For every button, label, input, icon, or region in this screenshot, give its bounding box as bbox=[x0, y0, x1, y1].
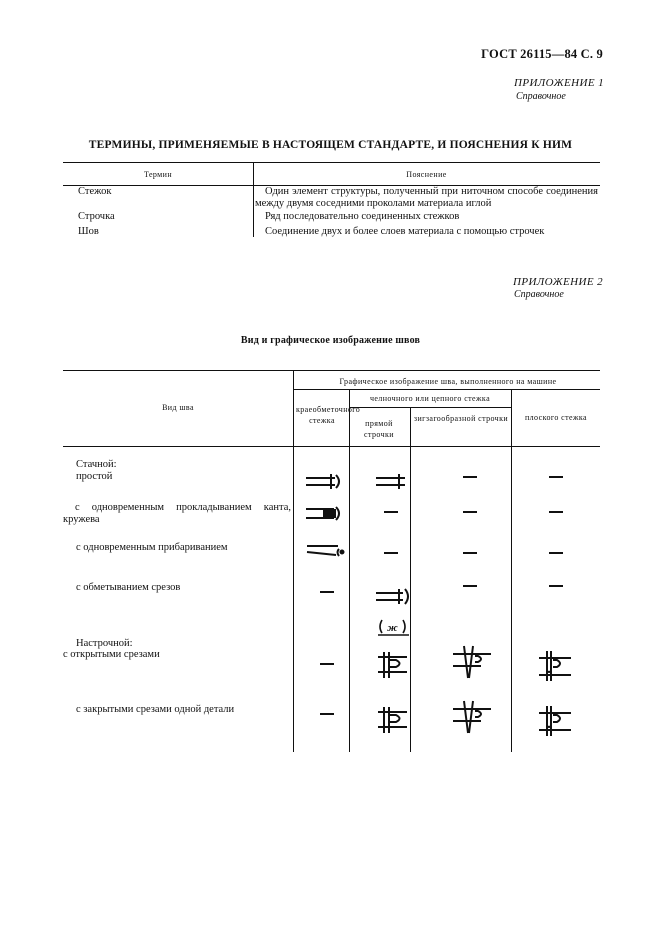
seam-symbol-plain-straight bbox=[374, 472, 408, 492]
definition-cell: Один элемент структуры, полученный при ниточном способе соединения между двумя соседними проколами материала иглой bbox=[255, 186, 598, 209]
seam-symbol-dash bbox=[547, 507, 565, 517]
column-header-straight: прямой строчки bbox=[364, 419, 394, 439]
row-label: Стачной: bbox=[76, 459, 117, 470]
row-label: с закрытыми срезами одной детали bbox=[76, 704, 235, 715]
seam-symbol-dash bbox=[382, 507, 400, 517]
row-label: с одновременным прокладыванием канта, кружева bbox=[63, 502, 291, 525]
appendix1-title: ПРИЛОЖЕНИЕ 1 bbox=[514, 77, 605, 89]
seam-symbol-overcast-straight bbox=[374, 585, 414, 607]
seam-symbol-gathering-overlock bbox=[305, 541, 349, 561]
appendix2-heading: Вид и графическое изображение швов bbox=[240, 335, 421, 346]
table-rule bbox=[63, 370, 600, 371]
seam-symbol-letter: ж bbox=[387, 622, 398, 634]
seam-symbol-lapped-zigzag bbox=[451, 642, 493, 682]
table-rule bbox=[511, 446, 512, 752]
table-rule bbox=[410, 407, 411, 446]
seam-symbol-overcast-stitch bbox=[376, 617, 412, 637]
row-label: с открытыми срезами bbox=[63, 649, 160, 660]
term-cell: Стежок bbox=[78, 186, 112, 197]
definition-cell: Ряд последовательно соединенных стежков bbox=[265, 211, 460, 222]
seam-symbol-dash bbox=[318, 709, 336, 719]
page-header: ГОСТ 26115—84 С. 9 bbox=[481, 47, 603, 61]
seam-symbol-dash bbox=[318, 659, 336, 669]
seam-symbol-dash bbox=[547, 472, 565, 482]
table-rule bbox=[293, 446, 294, 752]
column-header-term: Термин bbox=[143, 170, 173, 179]
appendix1-subtitle: Справочное bbox=[516, 91, 566, 102]
column-header-seam-type: Вид шва bbox=[162, 403, 194, 412]
term-cell: Шов bbox=[78, 226, 99, 237]
appendix2-title: ПРИЛОЖЕНИЕ 2 bbox=[513, 276, 604, 288]
appendix1-heading: ТЕРМИНЫ, ПРИМЕНЯЕМЫЕ В НАСТОЯЩЕМ СТАНДАРТЕ, И ПОЯСНЕНИЯ К НИМ bbox=[88, 139, 573, 151]
table-rule bbox=[349, 446, 350, 752]
seam-symbol-closed-flat bbox=[536, 703, 574, 739]
seam-symbol-closed-zigzag bbox=[451, 697, 493, 737]
appendix2-subtitle: Справочное bbox=[514, 289, 564, 300]
table-rule bbox=[63, 162, 600, 163]
row-label: Настрочной: bbox=[76, 638, 133, 649]
column-header-zigzag: зигзагообразной строчки bbox=[413, 414, 509, 423]
definition-cell: Соединение двух и более слоев материала с помощью строчек bbox=[265, 226, 545, 237]
table-rule bbox=[293, 389, 600, 390]
seam-symbol-piping-overlock bbox=[304, 504, 346, 524]
seam-symbol-closed-straight bbox=[373, 703, 413, 737]
table-rule bbox=[349, 407, 511, 408]
seam-symbol-dash bbox=[547, 548, 565, 558]
row-label: простой bbox=[76, 471, 113, 482]
seam-symbol-lapped-flat bbox=[536, 648, 574, 684]
column-header-explanation: Пояснение bbox=[406, 170, 447, 179]
seam-symbol-dash bbox=[547, 581, 565, 591]
column-header-flat: плоского стежка bbox=[524, 413, 588, 422]
column-header-chain: челночного или цепного стежка bbox=[369, 394, 491, 403]
column-header-overlock: краеобметочного стежка bbox=[296, 405, 361, 425]
seam-symbol-dash bbox=[318, 587, 336, 597]
seam-symbol-dash bbox=[461, 581, 479, 591]
term-cell: Строчка bbox=[78, 211, 115, 222]
seam-symbol-dash bbox=[382, 548, 400, 558]
table-rule bbox=[293, 370, 294, 446]
row-label: с обметыванием срезов bbox=[76, 582, 181, 593]
seam-symbol-dash bbox=[461, 548, 479, 558]
seam-symbol-dash bbox=[461, 507, 479, 517]
row-label: с одновременным прибариванием bbox=[76, 542, 228, 553]
seam-symbol-lapped-straight bbox=[373, 648, 413, 682]
seam-symbol-plain-overlock bbox=[304, 472, 346, 492]
seam-symbol-dash bbox=[461, 472, 479, 482]
table-rule bbox=[63, 446, 600, 447]
table-rule bbox=[253, 185, 254, 237]
column-header-graphic: Графическое изображение шва, выполненного на машине bbox=[339, 377, 557, 386]
